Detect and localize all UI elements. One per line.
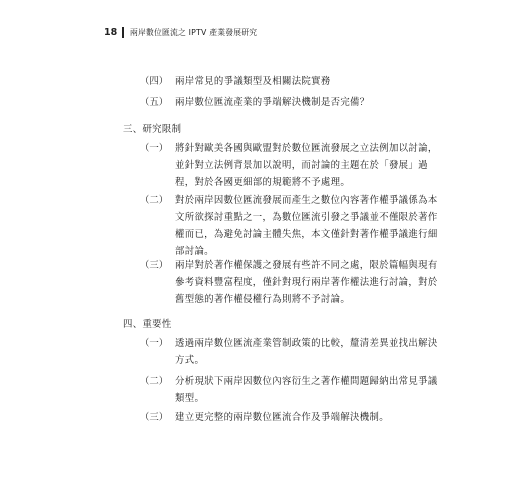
paragraph-line: 透過兩岸數位匯流產業管制政策的比較，釐清差異並找出解決 (175, 338, 438, 349)
paragraph-line: 參考資料豐富程度，僅針對現行兩岸著作權法進行討論，對於 (175, 277, 438, 288)
item-text: 兩岸數位匯流產業的爭端解決機制是否完備？ (175, 97, 370, 108)
paragraph-line: 權而已，為避免討論主體失焦，本文僅針對著作權爭議進行細 (175, 229, 438, 240)
item-marker: （一） (140, 143, 169, 154)
running-header (104, 27, 257, 38)
paragraph-line: 舊型態的著作權侵權行為則將不予討論。 (175, 294, 351, 305)
paragraph-line: 部討論。 (175, 246, 214, 257)
paragraph-line: 文所欲探討重點之一，為數位匯流引發之爭議並不僅限於著作 (175, 212, 438, 223)
section-heading: 四、重要性 (123, 319, 172, 330)
header-divider (122, 27, 124, 38)
paragraph-line: 建立更完整的兩岸數位匯流合作及爭端解決機制。 (175, 412, 389, 423)
item-marker: （三） (140, 260, 169, 271)
item-marker: （二） (140, 195, 169, 206)
item-text: 兩岸常見的爭議類型及相關法院實務 (175, 76, 331, 87)
paragraph-line: 類型。 (175, 393, 205, 404)
paragraph-line: 程，對於各國更細部的規範將不予處理。 (175, 177, 351, 188)
item-marker: （二） (140, 376, 169, 387)
page-number: 18 (104, 27, 118, 38)
paragraph-line: 將針對歐美各國與歐盟對於數位匯流發展之立法例加以討論， (175, 143, 438, 154)
item-marker: （一） (140, 338, 169, 349)
section-heading: 三、研究限制 (123, 124, 182, 135)
item-marker: （三） (140, 412, 169, 423)
item-marker: （五） (140, 97, 169, 108)
item-marker: （四） (140, 76, 169, 87)
paragraph-line: 分析現狀下兩岸因數位內容衍生之著作權問題歸納出常見爭議 (175, 376, 438, 387)
paragraph-line: 兩岸對於著作權保護之發展有些許不同之處，限於篇幅與現有 (175, 260, 438, 271)
paragraph-line: 方式。 (175, 355, 205, 366)
paragraph-line: 對於兩岸因數位匯流發展而產生之數位內容著作權爭議係為本 (175, 195, 438, 206)
paragraph-line: 並針對立法例背景加以說明，而討論的主題在於「發展」過 (175, 160, 428, 171)
running-title: 兩岸數位匯流之 IPTV 產業發展研究 (130, 28, 258, 37)
